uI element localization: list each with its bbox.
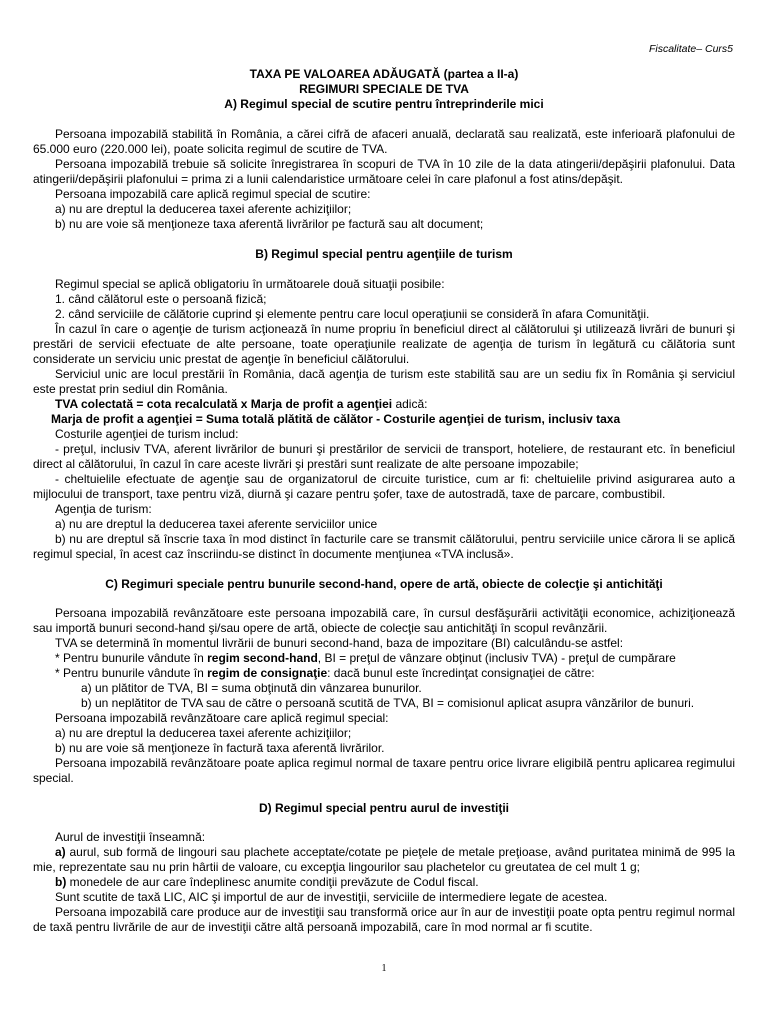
section-b-paragraph: Serviciul unic are locul prestării în România, dacă agenţia de turism este stabilită sau are un sediu fix în România şi serviciul este prestat prin sediul din România.	[33, 367, 735, 396]
vat-formula	[33, 397, 735, 412]
section-b-paragraph: Costurile agenţiei de turism includ:	[55, 427, 239, 441]
section-a-heading: A) Regimul special de scutire pentru întreprinderile mici	[224, 97, 544, 111]
section-d-paragraph: Aurul de investiţii înseamnă:	[55, 830, 206, 844]
section-b-item: a) nu are dreptul la deducerea taxei aferente serviciilor unice	[55, 517, 378, 531]
section-a-item: a) nu are dreptul la deducerea taxei aferente achiziţiilor;	[55, 202, 352, 216]
second-hand-rule: * Pentru bunurile vândute în regim second-hand, BI = preţul de vânzare obţinut (inclusiv TVA) - preţul de cumpărare	[55, 651, 676, 665]
section-a-item: b) nu are voie să menţioneze taxa aferentă livrărilor pe factură sau alt document;	[55, 217, 484, 231]
margin-formula	[33, 412, 735, 427]
section-c-heading: C) Regimuri speciale pentru bunurile second-hand, opere de artă, obiecte de colecţie şi antichităţi	[105, 577, 663, 591]
margin-formula-bold: Marja de profit a agenţiei = Suma totală plătită de călător - Costurile agenţiei de turism, inclusiv taxa	[51, 412, 621, 426]
section-b-paragraph: În cazul în care o agenţie de turism acţionează în nume propriu în beneficiul direct al călătorului şi utilizează livrări de bunuri şi prestări de servicii efectuate de alte persoane, toate operaţiunile realizate de agenţia de turism în legătură cu călătoria sunt considerate un serviciu unic prestat de agenţie în beneficiul călătorului.	[33, 322, 735, 366]
section-b-item: b) nu are dreptul să înscrie taxa în mod distinct în facturile care se transmit călătorului, pentru serviciile unice cărora li se aplică regimul special, în acest caz înscriindu-se distinct în documente menţiunea «TVA inclusă».	[33, 532, 735, 561]
section-b-heading: B) Regimul special pentru agenţiile de turism	[255, 247, 513, 261]
section-d-paragraph: Sunt scutite de taxă LIC, AIC şi importul de aur de investiţii, serviciile de intermediere legate de acestea.	[55, 890, 608, 904]
consignment-item: a) un plătitor de TVA, BI = suma obţinută din vânzarea bunurilor.	[81, 681, 422, 695]
main-title: TAXA PE VALOAREA ADĂUGATĂ (partea a II-a)	[249, 67, 519, 81]
section-d-item: a) aurul, sub formă de lingouri sau plachete acceptate/cotate pe pieţele de metale preţioase, având puritatea minimă de 995 la mie, reprezentate sau nu prin hârtii de valoare, cu excepţia lingourilor sau plachetelor cu greutatea de cel mult 1 g;	[33, 845, 735, 874]
section-d-heading: D) Regimul special pentru aurul de investiţii	[258, 801, 510, 815]
section-c-paragraph: Persoana impozabilă revânzătoare este persoana impozabilă care, în cursul desfăşurării activităţii economice, achiziţionează sau importă bunuri second-hand şi/sau opere de artă, obiecte de colecţie sau antichităţi în scopul revânzării.	[33, 606, 735, 635]
section-a-paragraph: Persoana impozabilă trebuie să solicite înregistrarea în scopuri de TVA în 10 zile de la data atingerii/depăşirii plafonului. Data atingerii/depăşirii plafonului = prima zi a lunii calendaristice următoare celei în care plafonul a fost atins/depăşit.	[33, 157, 735, 186]
page-number: 1	[381, 963, 387, 974]
section-c-paragraph: TVA se determină în momentul livrării de bunuri second-hand, baza de impozitare (BI) calculându-se astfel:	[55, 636, 624, 650]
section-d-item: b) monedele de aur care îndeplinesc anumite condiţii prevăzute de Codul fiscal.	[55, 875, 479, 889]
section-c-paragraph: Persoana impozabilă revânzătoare poate aplica regimul normal de taxare pentru orice livrare eligibilă pentru aplicarea regimului special.	[33, 756, 735, 785]
section-b-item: 2. când serviciile de călătorie cuprind şi elemente pentru care locul operaţiunii se consideră în afara Comunităţii.	[55, 307, 650, 321]
section-c-item: a) nu are dreptul la deducerea taxei aferente achiziţiilor;	[55, 726, 352, 740]
consignment-rule: * Pentru bunurile vândute în regim de consignaţie: dacă bunul este încredinţat consignaţiei de către:	[55, 666, 595, 680]
vat-formula-bold: TVA colectată = cota recalculată x Marja de profit a agenţiei	[55, 397, 393, 411]
section-b-item: - preţul, inclusiv TVA, aferent livrărilor de bunuri şi prestărilor de servicii de transport, hoteliere, de restaurant etc. în beneficiul direct al călătorului, în cazul în care aceste livrări şi prestări sunt realizate de alte persoane impozabile;	[33, 442, 735, 471]
section-a-paragraph: Persoana impozabilă stabilită în România, a cărei cifră de afaceri anuală, declarată sau realizată, este inferioară plafonului de 65.000 euro (220.000 lei), poate solicita regimul de scutire de TVA.	[33, 127, 735, 156]
section-b-item: - cheltuielile efectuate de agenţie sau de organizatorul de circuite turistice, cum ar fi: cheltuielile privind asigurarea auto a mijlocului de transport, taxe pentru viză, diurnă şi cazare pentru şofer, taxe de autostradă, taxe de parcare, combustibil.	[33, 472, 735, 501]
section-d-paragraph: Persoana impozabilă care produce aur de investiţii sau transformă orice aur în aur de investiţii poate opta pentru regimul normal de taxă pentru livrările de aur de investiţii către altă persoană impozabilă, care în mod normal ar fi scutite.	[33, 905, 735, 934]
course-header: Fiscalitate– Curs5	[648, 43, 733, 55]
title-block	[33, 67, 735, 112]
subtitle: REGIMURI SPECIALE DE TVA	[299, 82, 469, 96]
section-b-item: 1. când călătorul este o persoană fizică;	[55, 292, 267, 306]
section-c-item: b) nu are voie să menţioneze în factură taxa aferentă livrărilor.	[55, 741, 385, 755]
section-a-paragraph: Persoana impozabilă care aplică regimul special de scutire:	[55, 187, 371, 201]
section-b-paragraph: Regimul special se aplică obligatoriu în următoarele două situaţii posibile:	[55, 277, 445, 291]
consignment-item: b) un neplătitor de TVA sau de către o persoană scutită de TVA, BI = comisionul aplicat asupra vânzărilor de bunuri.	[81, 696, 695, 710]
vat-formula-rest: adică:	[392, 397, 428, 411]
section-c-paragraph: Persoana impozabilă revânzătoare care aplică regimul special:	[55, 711, 389, 725]
section-b-paragraph: Agenţia de turism:	[55, 502, 152, 516]
document-body	[33, 127, 735, 935]
